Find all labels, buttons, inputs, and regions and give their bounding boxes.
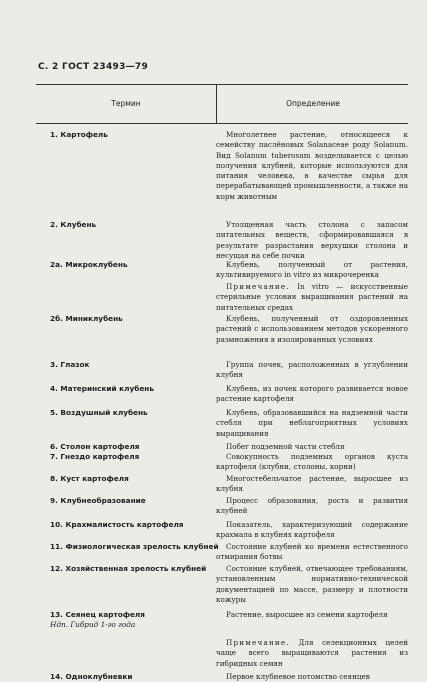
term-with-note xyxy=(50,610,220,630)
definition-note xyxy=(216,638,408,669)
definition: Клубень, полученный от растения, культивируемого in vitro из микрочеренка xyxy=(216,260,408,280)
term: 2. Клубень xyxy=(50,220,97,229)
term: 1. Картофель xyxy=(50,130,108,139)
term: 3. Глазок xyxy=(50,360,90,369)
term: 4. Материнский клубень xyxy=(50,384,154,393)
term: 11. Физиологическая зрелость клубней xyxy=(50,542,219,551)
term: 2б. Миниклубень xyxy=(50,314,123,323)
term: 9. Клубнеобразование xyxy=(50,496,146,505)
definition: Многолетнее растение, относящееся к семейству паслёновых Solanaceae роду Solanum. Вид Solanum tuberosum возделывается с целью получения клубней, которые используются для питания человека, в качестве сырья для перерабатывающей промышленности, а также на корм животным xyxy=(216,130,408,201)
term: 6. Столон картофеля xyxy=(50,442,140,451)
definition: Многостебельчатое растение, выросшее из клубня xyxy=(216,474,408,494)
term: 2а. Микроклубень xyxy=(50,260,128,269)
note-prefix: Примечание. xyxy=(226,638,290,647)
term-deprecated-synonym xyxy=(50,620,220,630)
note-text: Для селекционных целей чаще всего выращиваются растения из гибридных семян xyxy=(216,638,408,668)
page-header: С. 2 ГОСТ 23493—79 xyxy=(38,62,149,72)
deprecated-synonym-text: Ндп. Гибрид 1-го года xyxy=(50,620,136,629)
term: 12. Хозяйственная зрелость клубней xyxy=(50,564,207,573)
term: 14. Одноклубневки xyxy=(50,672,133,681)
definition: Клубень, полученный от оздоровленных растений с использованием методов ускоренного размножения в изолированных условиях xyxy=(216,314,408,344)
note-prefix: Примечание. xyxy=(226,282,290,291)
definition: Совокупность подземных органов куста картофеля (клубни, столоны, корни) xyxy=(216,452,408,472)
definition: Состояние клубней ко времени естественного отмирания ботвы xyxy=(216,542,408,562)
definition: Группа почек, расположенных в углублении клубня xyxy=(216,360,408,380)
definition: Клубень, из почек которого развивается новое растение картофеля xyxy=(216,384,408,404)
definition: Состояние клубней, отвечающее требованиям, установленным нормативно-технической документацией по массе, размеру и плотности кожуры xyxy=(216,564,408,604)
column-header-term: Термин xyxy=(111,99,141,108)
term-label: 13. Сеянец картофеля xyxy=(50,610,145,619)
term: 10. Крахмалистость картофеля xyxy=(50,520,184,529)
note-text: In vitro — искусственные стерильные условия выращивания растений на питательных средах xyxy=(216,282,408,312)
definition: Процесс образования, роста и развития клубней xyxy=(216,496,408,516)
definition: Первое клубневое потомство сеянцев xyxy=(226,672,370,681)
term: 8. Куст картофеля xyxy=(50,474,129,483)
definition: Растение, выросшее из семени картофеля xyxy=(226,610,388,619)
definition: Клубень, образовавшийся на надземной части стебля при неблагоприятных условиях выращивания xyxy=(216,408,408,438)
table-header xyxy=(36,84,408,124)
definition: Утолщенная часть столона с запасом питательных веществ, сформировавшаяся в результате разрастания верхушки столона и несущая на себе почки xyxy=(216,220,408,260)
definition: Побег подземной части стебля xyxy=(226,442,345,451)
definition: Показатель, характеризующий содержание крахмала в клубнях картофеля xyxy=(216,520,408,540)
definition-note xyxy=(216,282,408,313)
column-header-definition: Определение xyxy=(216,85,409,123)
term: 7. Гнездо картофеля xyxy=(50,452,140,461)
term: 5. Воздушный клубень xyxy=(50,408,148,417)
